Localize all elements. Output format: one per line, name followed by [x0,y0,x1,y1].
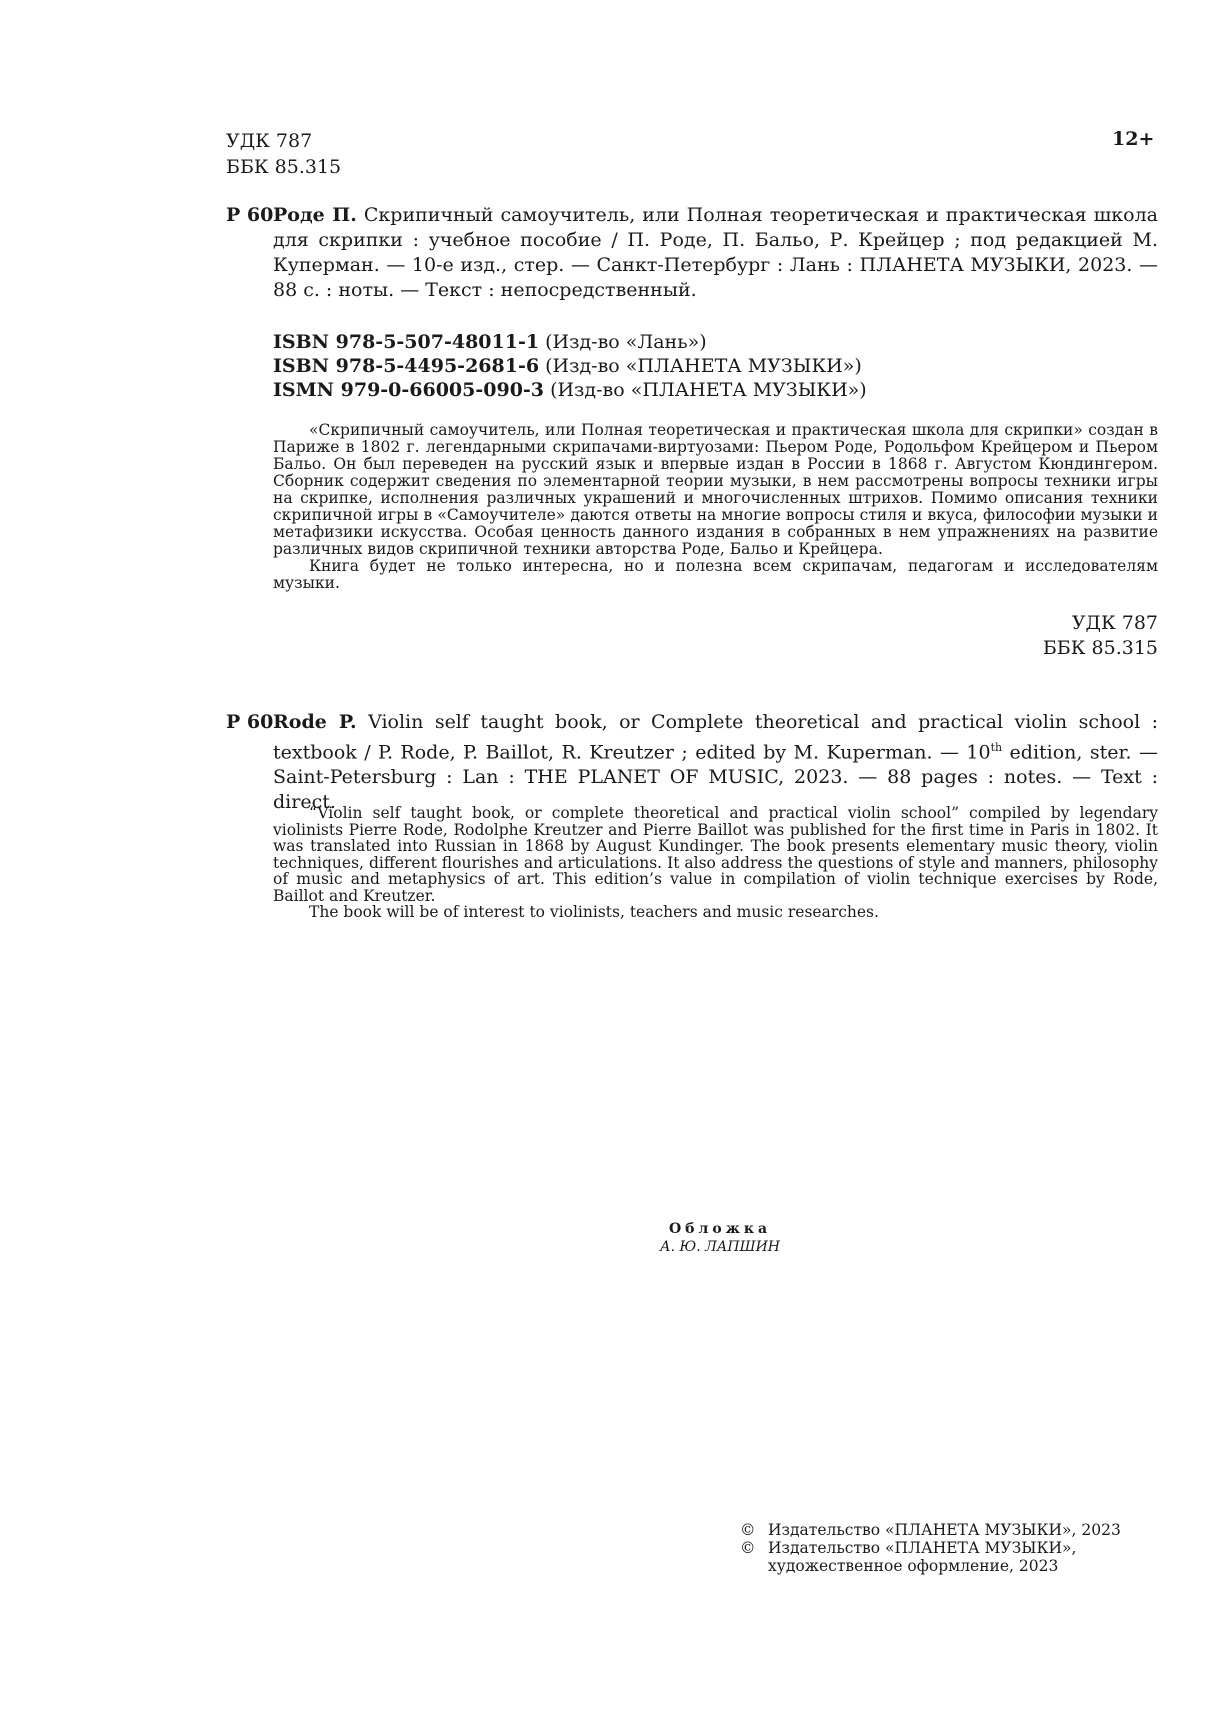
copyright-text: художественное оформление, 2023 [768,1557,1059,1575]
ru-annotation [273,422,1158,592]
isbn-publisher: (Изд-во «ПЛАНЕТА МУЗЫКИ») [550,379,867,401]
footer-codes [1000,611,1158,661]
en-entry-text: edition, ster. — Saint-Petersburg : Lan : THE PLANET OF MUSIC, 2023. — 88 pages : notes. — Text : direct. [273,741,1158,814]
isbn-number: ISBN 978-5-4495-2681-6 [273,355,540,377]
isbn-publisher: (Изд-во «ПЛАНЕТА МУЗЫКИ») [545,355,862,377]
ru-bibliographic-entry [273,203,1158,303]
cover-designer: А. Ю. ЛАПШИН [660,1239,780,1255]
isbn-row [273,330,867,354]
isbn-number: ISMN 979-0-66005-090-3 [273,379,545,401]
en-entry-text: Violin self taught book, or Complete theoretical and practical violin school : textbook / P. Rode, P. Baillot, R. Kreutzer ; edited by M. Kuperman. — 10 [273,711,1159,764]
copyright-text: Издательство «ПЛАНЕТА МУЗЫКИ», 2023 [768,1521,1121,1539]
ru-annotation-paragraph: Книга будет не только интересна, но и полезна всем скрипачам, педагогам и исследователям музыки. [273,557,1158,592]
en-annotation-paragraph: The book will be of interest to violinists, teachers and music researches. [309,903,879,921]
isbn-publisher: (Изд-во «Лань») [545,331,707,353]
isbn-list [273,330,867,402]
copyright-line [740,1521,1121,1539]
imprint-page: УДК 787 ББК 85.315 12+ Р 60 Роде П. Скрипичный самоучитель, или Полная теоретическая и практическая школа для скрипки : учебное пособие / П. Роде, П. Бальо, Р. Крейцер ; под редакцией М. Куперман. — 10-е изд., стер. — Санкт-Петербург : Лань : ПЛАНЕТА МУЗЫКИ, 2023. — 88 с. : ноты. — Текст : непосредственный. ISBN 978-5-507-48011-1 (Изд-во «Лань») ISBN 978-5-4495-2681-6 (Изд-во «ПЛАНЕТА МУЗЫКИ») ISMN 979-0-66005-090-3 (Изд-во «ПЛАНЕТА МУЗЫКИ») «Скрипичный самоучитель, или Полная теоретическая и практическая школа для скрипки» создан в Париже в 1802 г. легендарными скрипачами-виртуозами: Пьером Роде, Родольфом Крейцером и Пьером Бальо. Он был переведен на русский язык и впервые издан в России в 1868 г. Августом Кюндингером. Сборник содержит сведения по элементарной теории музыки, в нем рассмотрены вопросы техники игры на скрипке, исполнения различных украшений и многочисленных штрихов. Помимо описания техники скрипичной игры в «Самоучителе» даются ответы на многие вопросы стиля и вкуса, философии музыки и метафизики искусства. Особая ценность данного издания в собранных в нем упражнениях на развитие различных видов скрипичной техники авторства Роде, Бальо и Крейцера. Книга будет не только интересна, но и полезна всем скрипачам, педагогам и исследователям музыки. УДК 787 ББК 85.315 Р 60 Rode P. Violin self taught book, or Complete theoretical and practical violin school : textbook / P. Rode, P. Baillot, R. Kreutzer ; edited by M. Kuperman. — 10th edition, ster. — Saint-Petersburg : Lan : THE PLANET OF MUSIC, 2023. — 88 pages : notes. — Text : direct. “Violin self taught book, or complete theoretical and practical violin school” compiled by legendary violinists Pierre Rode, Rodolphe Kreutzer and Pierre Baillot was published for the first time in Paris in 1802. It was translated into Russian in 1868 by August Kundinger. The book presents elementary music theory, violin techniques, different flourishes and articulations. It also address the questions of style and manners, philosophy of music and metaphysics of art. This edition’s value in compilation of violin technique exercises by Rode, Baillot and Kreutzer. The book will be of interest to violinists, teachers and music researches. Обложка А. Ю. ЛАПШИН © Издательство «ПЛАНЕТА МУЗЫКИ», 2023 © Издательство «ПЛАНЕТА МУЗЫКИ», художественное оформление, 2023 [226,128,1159,1575]
copyright-line [740,1539,1121,1557]
ordinal-suffix: th [990,741,1003,754]
en-annotation [273,805,1158,921]
copyright-icon: © [740,1539,756,1557]
isbn-row [273,378,867,402]
cover-credit [550,1220,890,1256]
ru-annotation-paragraph: «Скрипичный самоучитель, или Полная теоретическая и практическая школа для скрипки» создан в Париже в 1802 г. легендарными скрипачами-виртуозами: Пьером Роде, Родольфом Крейцером и Пьером Бальо. Он был переведен на русский язык и впервые издан в России в 1868 г. Августом Кюндингером. Сборник содержит сведения по элементарной теории музыки, в нем рассмотрены вопросы техники игры на скрипке, исполнения различных украшений и многочисленных штрихов. Помимо описания техники скрипичной игры в «Самоучителе» даются ответы на многие вопросы стиля и вкуса, философии музыки и метафизики искусства. Особая ценность данного издания в собранных в нем упражнениях на развитие различных видов скрипичной техники авторства Роде, Бальо и Крейцера. [273,421,1158,558]
udk-code: УДК 787 [1071,612,1158,634]
en-annotation-paragraph: “Violin self taught book, or complete theoretical and practical violin school” compiled by legendary violinists Pierre Rode, Rodolphe Kreutzer and Pierre Baillot was published for the first time in Paris in 1802. It was translated into Russian in 1868 by August Kundinger. The book presents elementary music theory, violin techniques, different flourishes and articulations. It also address the questions of style and manners, philosophy of music and metaphysics of art. This edition’s value in compilation of violin technique exercises by Rode, Baillot and Kreutzer. [273,804,1158,905]
en-author: Rode P. [273,711,357,733]
ru-author-code: Р 60 [226,204,274,226]
bbk-code: ББК 85.315 [226,156,342,178]
copyright-line [740,1557,1121,1575]
bbk-code: ББК 85.315 [1042,637,1158,659]
isbn-row [273,354,867,378]
ru-author: Роде П. [273,204,357,226]
en-bibliographic-entry [273,710,1158,815]
ru-entry-text: Скрипичный самоучитель, или Полная теоретическая и практическая школа для скрипки : учебное пособие / П. Роде, П. Бальо, Р. Крейцер ; под редакцией М. Куперман. — 10-е изд., стер. — Санкт-Петербург : Лань : ПЛАНЕТА МУЗЫКИ, 2023. — 88 с. : ноты. — Текст : непосредственный. [273,204,1159,301]
en-author-code: Р 60 [226,711,274,733]
copyright-icon: © [740,1521,756,1539]
isbn-number: ISBN 978-5-507-48011-1 [273,331,540,353]
copyright-text: Издательство «ПЛАНЕТА МУЗЫКИ», [768,1539,1077,1557]
copyright-block [740,1521,1121,1575]
header-codes [226,128,341,180]
cover-label: Обложка [668,1221,772,1237]
udk-code: УДК 787 [226,130,313,152]
